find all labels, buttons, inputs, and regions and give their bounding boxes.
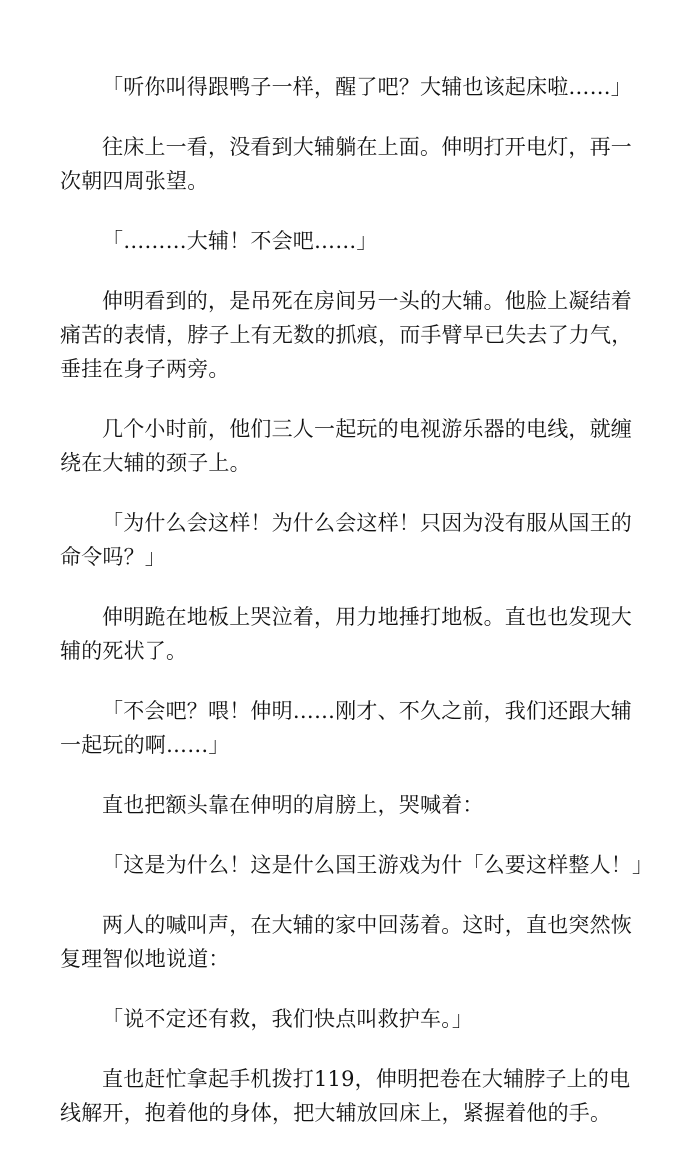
paragraph-2: 往床上一看，没看到大辅躺在上面。伸明打开电灯，再一次朝四周张望。: [60, 135, 632, 193]
paragraph-7: 伸明跪在地板上哭泣着，用力地捶打地板。直也也发现大辅的死状了。: [60, 605, 632, 663]
paragraph-9: 直也把额头靠在伸明的肩膀上，哭喊着：: [102, 793, 484, 817]
paragraph-3: 「………大辅！不会吧……」: [102, 229, 378, 253]
paragraph-6: 「为什么会这样！为什么会这样！只因为没有服从国王的命令吗？」: [60, 511, 632, 569]
paragraph-11: 两人的喊叫声，在大辅的家中回荡着。这时，直也突然恢复理智似地说道：: [60, 913, 632, 971]
paragraph-1: 「听你叫得跟鸭子一样，醒了吧？大辅也该起床啦……」: [102, 75, 632, 99]
document-page: [60, 70, 654, 1156]
paragraph-12: 「说不定还有救，我们快点叫救护车。」: [102, 1007, 474, 1031]
paragraph-4: 伸明看到的，是吊死在房间另一头的大辅。他脸上凝结着痛苦的表情，脖子上有无数的抓痕，而手臂早已失去了力气，垂挂在身子两旁。: [60, 289, 633, 381]
paragraph-8: 「不会吧？喂！伸明……刚才、不久之前，我们还跟大辅一起玩的啊……」: [60, 699, 632, 757]
paragraph-10: 「这是为什么！这是什么国王游戏为什「么要这样整人！」: [102, 853, 654, 877]
paragraph-13: 直也赶忙拿起手机拨打119，伸明把卷在大辅脖子上的电线解开，抱着他的身体，把大辅放回床上，紧握着他的手。: [60, 1067, 631, 1125]
paragraph-5: 几个小时前，他们三人一起玩的电视游乐器的电线，就缠绕在大辅的颈子上。: [60, 417, 632, 475]
